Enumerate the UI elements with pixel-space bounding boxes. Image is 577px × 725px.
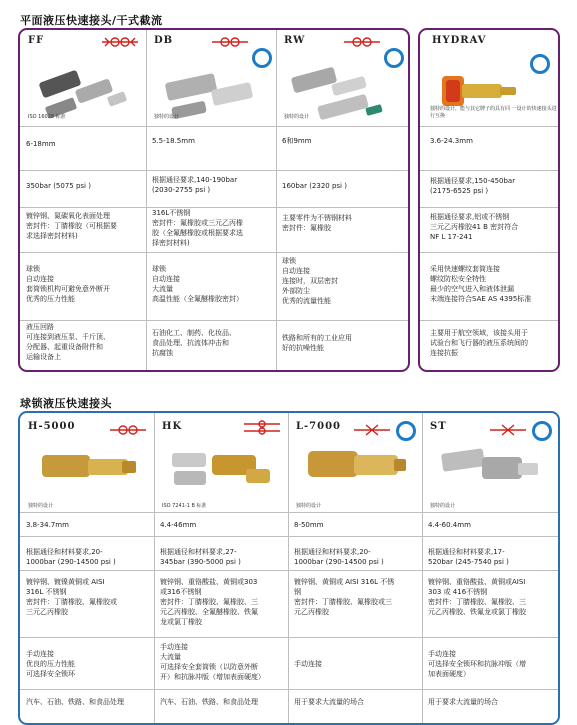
material-spec: 主要零件为不锈钢材料 密封件：氟橡胶 xyxy=(282,214,352,232)
pressure-rating: 根据通径和材料要求,20- 1000bar (290-14500 psi ) xyxy=(294,548,384,566)
coupling-symbol-icon xyxy=(242,419,282,435)
column-hydrav xyxy=(420,30,558,370)
product-caption: 独特的设计，能与其它牌子的具有同 一设计的快速接头进行互换 xyxy=(430,106,557,119)
feature-list: 手动连接 优良的压力性能 可选择安全锁环 xyxy=(26,650,75,678)
feature-list: 球锁 自动连接 连接时，双层密封 外部防尘 优秀的流量性能 xyxy=(282,257,338,305)
pressure-rating: 160bar (2320 psi ) xyxy=(282,182,347,190)
feature-list: 手动连接 大流量 可选择安全套筒锁（以防意外断 开）和抗脉冲版（增加表面硬度） xyxy=(160,643,265,681)
application-list: 铁路和所有的工业应用 好的抗噪性能 xyxy=(282,334,352,352)
column-ff xyxy=(20,30,147,370)
pressure-rating: 根据通径要求,150-450bar (2175-6525 psi ) xyxy=(430,177,516,195)
coupling-symbol-icon xyxy=(342,34,382,50)
material-spec: 镀锌钢、重铬酸盐、黄铜或303 或316不锈钢 密封件：丁腈橡胶、氟橡胶、三 元乙丙橡胶、全氟醚橡胶、铁氟 龙或氯丁橡胶 xyxy=(160,578,258,626)
application-list: 汽车、石油、铁路、和食品处理 xyxy=(26,698,124,706)
coupling-symbol-icon xyxy=(108,422,148,438)
material-spec: 镀锌钢、黄铜或 AISI 316L 不锈 钢 密封件：丁腈橡胶、氟橡胶或三 元乙丙橡胶 xyxy=(294,578,395,616)
column-rw xyxy=(276,30,408,370)
product-caption: ISO 16028 标准 xyxy=(28,114,66,120)
material-spec: 镀锌钢、氮碳氧化表面处理 密封件：丁腈橡胶（可根据要 求选择密封材料) xyxy=(26,212,117,240)
section1-left-panel xyxy=(18,28,410,372)
application-list: 石油化工、制药、化妆品、 食品处理、抗流体冲击和 抗腐蚀 xyxy=(152,329,236,357)
product-name: DB xyxy=(154,35,174,46)
coupling-symbol-icon xyxy=(100,34,140,50)
product-image xyxy=(426,54,552,134)
feature-list: 手动连接 xyxy=(294,660,322,668)
section1-title: 平面液压快速接头/干式截流 xyxy=(20,14,163,27)
size-range: 4.4-60.4mm xyxy=(428,521,471,529)
product-caption: ISO 7241-1 B 标准 xyxy=(162,503,207,509)
product-image xyxy=(26,54,140,134)
column-h5000 xyxy=(20,413,155,723)
coupling-symbol-icon xyxy=(488,422,528,438)
pressure-rating: 根据通径要求,140-190bar (2030-2755 psi ) xyxy=(152,176,238,194)
application-list: 用于要求大流量的场合 xyxy=(294,698,364,706)
pressure-rating: 350bar (5075 psi ) xyxy=(26,182,91,190)
application-list: 汽车、石油、铁路、和食品处理 xyxy=(160,698,258,706)
section2-panel xyxy=(18,411,560,725)
pressure-rating: 根据通径和材料要求,27- 345bar (390-5000 psi ) xyxy=(160,548,241,566)
application-list: 液压回路 可连接到液压泵、千斤顶、 分配器、起重设备附件和 运输设备上 xyxy=(26,323,110,361)
size-range: 6和9mm xyxy=(282,137,312,145)
pressure-rating: 根据通径和材料要求,17- 520bar (245-7540 psi ) xyxy=(428,548,509,566)
column-db xyxy=(146,30,277,370)
application-list: 主要用于航空领域，该接头用于 试验台和飞行器的液压系统间的 连接抗振 xyxy=(430,329,528,357)
product-name: HYDRAV xyxy=(432,35,487,46)
feature-list: 采用快速螺纹套筒连接 螺纹防松安全特性 最少的空气进入和液体泄漏 末端连接符合SAE AS 4395标准 xyxy=(430,265,532,303)
size-range: 8-50mm xyxy=(294,521,324,529)
product-name: ST xyxy=(430,421,447,432)
size-range: 4.4-46mm xyxy=(160,521,197,529)
coupling-symbol-icon xyxy=(210,34,250,50)
section1-right-panel xyxy=(418,28,560,372)
product-name: HK xyxy=(162,421,183,432)
product-image xyxy=(152,54,270,134)
pressure-rating: 根据通径和材料要求,20- 1000bar (290-14500 psi ) xyxy=(26,548,116,566)
product-name: FF xyxy=(28,35,45,46)
feature-list: 球锁 自动连接 套筒锁机构可避免意外断开 优秀的压力性能 xyxy=(26,265,110,303)
size-range: 6-18mm xyxy=(26,140,56,148)
product-image xyxy=(282,54,402,134)
product-caption: 独特的设计 xyxy=(430,503,456,509)
product-name: L-7000 xyxy=(296,421,342,432)
column-hk xyxy=(154,413,289,723)
product-name: H-5000 xyxy=(28,421,76,432)
material-spec: 镀锌钢、镀镍黄铜或 AISI 316L 不锈钢 密封件：丁腈橡胶、氟橡胶或 三元乙丙橡胶 xyxy=(26,578,117,616)
size-range: 3.6-24.3mm xyxy=(430,137,473,145)
column-l7000 xyxy=(288,413,423,723)
material-spec: 根据通径要求,铝或不锈钢 三元乙丙橡胶41 B 密封符合 NF L 17-241 xyxy=(430,213,519,241)
product-caption: 独特的设计 xyxy=(154,114,180,120)
feature-list: 手动连接 可选择安全锁环和抗脉冲版（增 加表面硬度） xyxy=(428,650,526,678)
section2-title: 球锁液压快速接头 xyxy=(20,397,112,410)
material-spec: 316L不锈钢 密封件：氟橡胶或三元乙丙橡 胶（全氟醚橡胶或根据要求选 择密封材料) xyxy=(152,209,243,247)
size-range: 5.5-18.5mm xyxy=(152,137,195,145)
product-name: RW xyxy=(284,35,306,46)
column-st xyxy=(422,413,558,723)
product-caption: 独特的设计 xyxy=(284,114,310,120)
size-range: 3.8-34.7mm xyxy=(26,521,69,529)
feature-list: 球锁 自动连接 大流量 高温性能（全氟醚橡胶密封） xyxy=(152,265,243,303)
product-caption: 独特的设计 xyxy=(296,503,322,509)
material-spec: 镀锌钢、重铬酸盐、黄铜或AISI 303 或 416不锈钢 密封件：丁腈橡胶、氟橡胶、三 元乙丙橡胶、铁氟龙或氯丁橡胶 xyxy=(428,578,526,616)
application-list: 用于要求大流量的场合 xyxy=(428,698,498,706)
coupling-symbol-icon xyxy=(352,422,392,438)
product-caption: 独特的设计 xyxy=(28,503,54,509)
